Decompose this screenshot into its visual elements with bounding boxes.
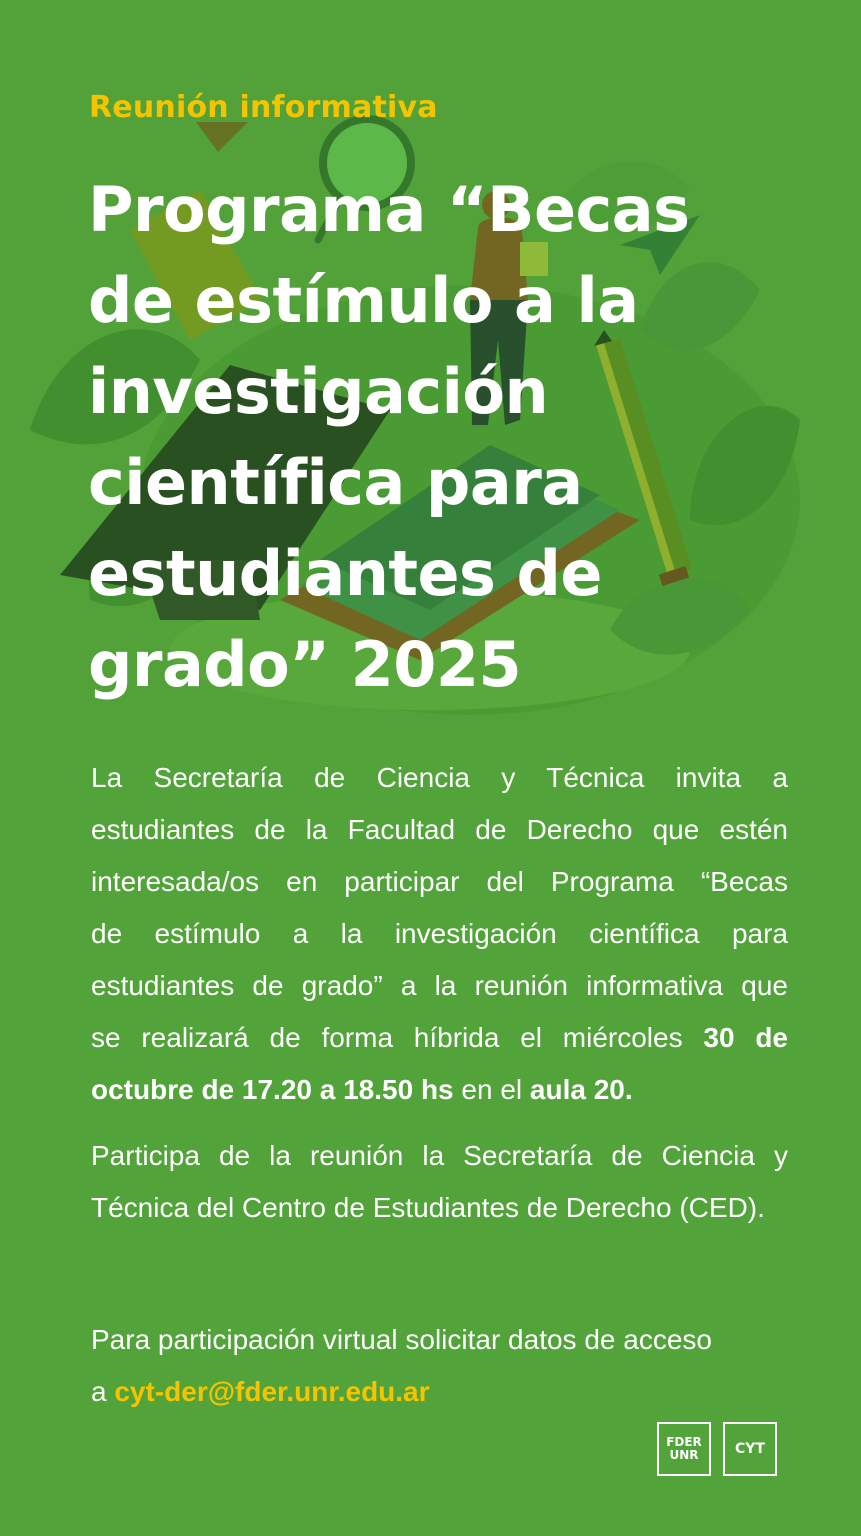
paragraph-line: Técnica del Centro de Estudiantes de Derecho (CED).: [91, 1192, 765, 1223]
paragraph-line: interesada/os en participar del Programa “Becas: [91, 866, 788, 897]
contact-email-link[interactable]: cyt-der@fder.unr.edu.ar: [114, 1376, 430, 1407]
title-line: científica para: [88, 446, 583, 519]
cyt-logo: [723, 1422, 777, 1476]
title-line: estudiantes de: [88, 537, 602, 610]
event-date: 30 de: [703, 1022, 788, 1053]
title-line: de estímulo a la: [88, 264, 639, 337]
paragraph-text: en el: [461, 1074, 523, 1105]
page-title: [88, 164, 778, 710]
paragraph-text: a: [91, 1376, 107, 1407]
paragraph-line: La Secretaría de Ciencia y Técnica invita a: [91, 762, 788, 793]
paragraph-line: [91, 1064, 788, 1116]
event-room: aula 20.: [529, 1074, 633, 1105]
title-line: Programa “Becas: [88, 173, 690, 246]
event-time: octubre de 17.20 a 18.50 hs: [91, 1074, 454, 1105]
paragraph-line: estudiantes de grado” a la reunión informativa que: [91, 970, 788, 1001]
paragraph-line: de estímulo a la investigación científica para: [91, 918, 788, 949]
paragraph-line: [91, 1366, 788, 1418]
title-line: grado” 2025: [88, 628, 522, 701]
logo-text: FDER: [666, 1435, 702, 1449]
participants-paragraph: [91, 1130, 788, 1234]
paragraph-line: Para participación virtual solicitar datos de acceso: [91, 1324, 712, 1355]
fder-unr-logo: [657, 1422, 711, 1476]
virtual-access-paragraph: [91, 1314, 788, 1418]
invitation-paragraph: [91, 752, 788, 1116]
paragraph-text: se realizará de forma híbrida el miércoles: [91, 1022, 683, 1053]
paragraph-line: Participa de la reunión la Secretaría de Ciencia y: [91, 1140, 788, 1171]
paragraph-line: estudiantes de la Facultad de Derecho que estén: [91, 814, 788, 845]
title-line: investigación: [88, 355, 549, 428]
event-kicker: Reunión informativa: [89, 90, 438, 125]
logo-text: UNR: [669, 1448, 699, 1462]
paragraph-line: [91, 1012, 788, 1064]
logo-text: CYT: [735, 1441, 765, 1457]
